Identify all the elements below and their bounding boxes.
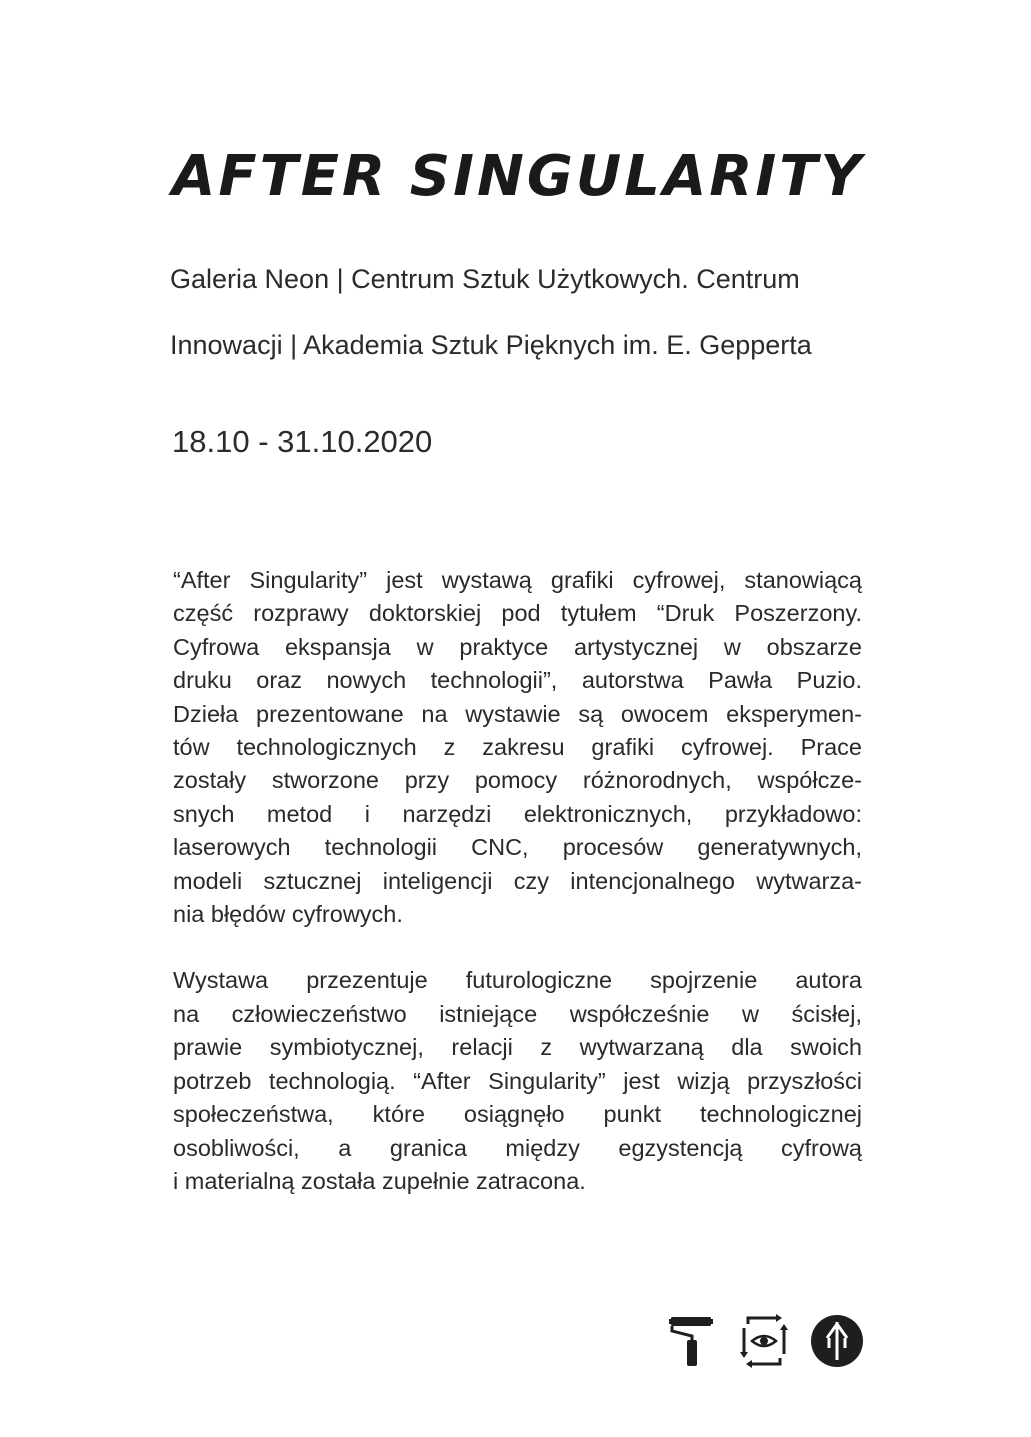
- paragraph-line: osobliwości, a granica między egzystencją cyfrową: [173, 1134, 862, 1161]
- exhibition-dates: 18.10 - 31.10.2020: [172, 424, 433, 459]
- paragraph-line: Dzieła prezentowane na wystawie są owocem eksperymen-: [173, 700, 862, 727]
- paragraph-line: na człowieczeństwo istniejące współcześnie w ścisłej,: [173, 1000, 862, 1027]
- paragraph-line: społeczeństwa, które osiągnęło punkt technologicznej: [173, 1101, 862, 1128]
- title-word-after: AFTER: [172, 144, 389, 209]
- paragraph-line: Wystawa przezentuje futurologiczne spojrzenie autora: [173, 967, 862, 994]
- exhibition-title: [172, 142, 864, 212]
- logos-row: [668, 1314, 864, 1370]
- paragraph-2: [173, 964, 862, 1198]
- paragraph-line: Cyfrowa ekspansja w praktyce artystycznej w obszarze: [173, 633, 862, 660]
- paragraph-line: laserowych technologii CNC, procesów generatywnych,: [173, 834, 862, 861]
- paragraph-line: prawie symbiotycznej, relacji z wytwarzaną dla swoich: [173, 1034, 862, 1061]
- paragraph-line: modeli sztucznej inteligencji czy intencjonalnego wytwarza-: [173, 867, 862, 894]
- venue-block: [170, 246, 890, 378]
- paragraph-line: snych metod i narzędzi elektronicznych, przykładowo:: [173, 800, 862, 827]
- eye-arrows-logo-icon: [740, 1314, 788, 1368]
- venue-line-1: Galeria Neon | Centrum Sztuk Użytkowych. Centrum: [170, 264, 800, 294]
- paragraph-line: “After Singularity” jest wystawą grafiki cyfrowej, stanowiącą: [173, 567, 862, 593]
- venue-line-2: Innowacji | Akademia Sztuk Pięknych im. E. Gepperta: [170, 330, 812, 360]
- paragraph-line: część rozprawy doktorskiej pod tytułem “Druk Poszerzony.: [173, 600, 862, 627]
- roller-logo-icon: [668, 1314, 714, 1368]
- paragraph-line: i materialną została zupełnie zatracona.: [173, 1167, 586, 1194]
- paragraph-line: nia błędów cyfrowych.: [173, 901, 403, 928]
- paragraph-line: potrzeb technologią. “After Singularity” jest wizją przyszłości: [173, 1067, 862, 1094]
- description: [173, 564, 862, 1198]
- paragraph-line: tów technologicznych z zakresu grafiki cyfrowej. Prace: [173, 734, 862, 761]
- paragraph-1: [173, 564, 862, 931]
- paragraph-line: zostały stworzone przy pomocy różnorodnych, współcze-: [173, 767, 862, 794]
- circle-arrow-logo-icon: [810, 1314, 864, 1368]
- title-word-singularity: SINGULARITY: [409, 144, 864, 209]
- paragraph-gap: [173, 931, 862, 964]
- paragraph-line: druku oraz nowych technologii”, autorstwa Pawła Puzio.: [173, 667, 862, 694]
